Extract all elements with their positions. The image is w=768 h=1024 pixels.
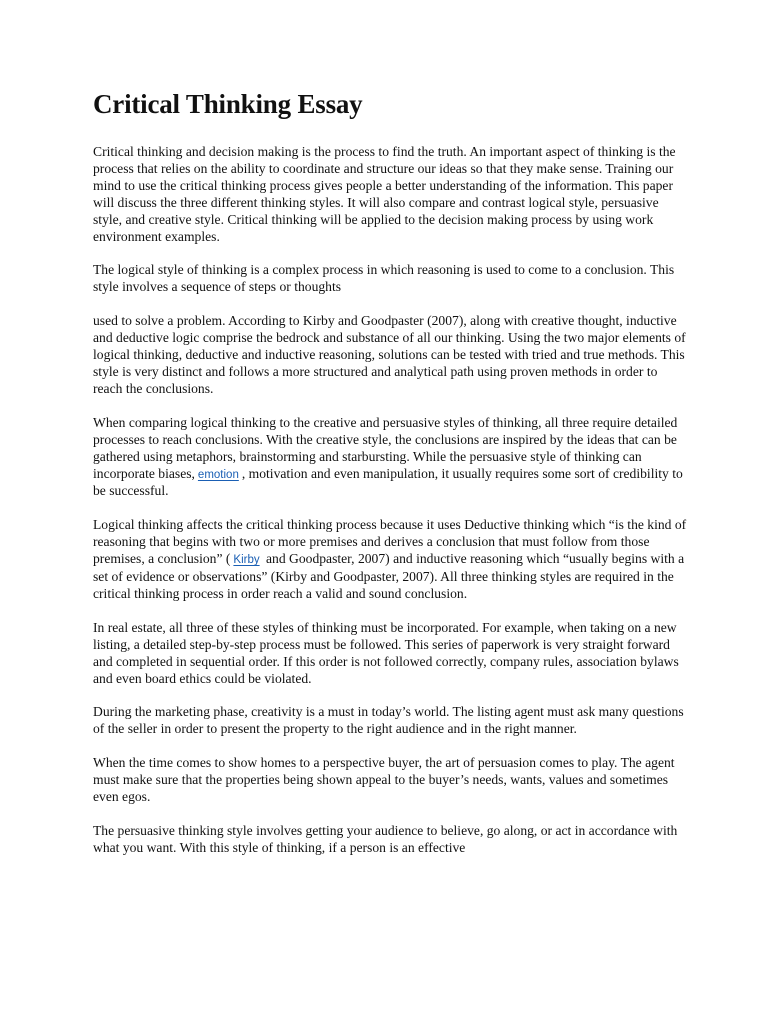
kirby-link[interactable]: Kirby xyxy=(233,554,260,567)
document-title: Critical Thinking Essay xyxy=(93,89,363,119)
paragraph-real-estate: In real estate, all three of these styles of thinking must be incorporated. For example, when taking on a new listing, a detailed step-by-step process must be followed. This series of paperwork is very straight forward and completed in sequential order. If this order is not followed correctly, company rules, association bylaws and even board ethics could be violated. xyxy=(93,619,679,686)
paragraph-showing-homes: When the time comes to show homes to a perspective buyer, the art of persuasion comes to play. The agent must make sure that the properties being shown appeal to the buyer’s needs, wants, values and sometimes even egos. xyxy=(93,755,675,805)
paragraph-logical-style: The logical style of thinking is a complex process in which reasoning is used to come to a conclusion. This style involves a sequence of steps or thoughts xyxy=(93,262,675,295)
paragraph-logical-continued: used to solve a problem. According to Kirby and Goodpaster (2007), along with creative thought, inductive and deductive logic comprise the bedrock and substance of all our thinking. Using the two major elements of logical thinking, deductive and inductive reasoning, solutions can be tested with tried and true methods. This style is very distinct and follows a more structured and analytical path using proven methods in order to reach the conclusions. xyxy=(93,313,686,396)
paragraph-comparison-text: When comparing logical thinking to the creative and persuasive styles of thinking, all three require detailed processes to reach conclusions. With the creative style, the conclusions are inspired by the ideas that can be gathered using metaphors, brainstorming and starbursting. While the persuasive style of thinking can incorporate biases, xyxy=(93,414,678,481)
paragraph-deductive-text-end: and Goodpaster, 2007) and inductive reasoning which “usually begins with a set of evidence or observations” (Kirby and Goodpaster, 2007). All three thinking styles are required in the critical thinking process in order reach a valid and sound conclusion. xyxy=(93,551,685,601)
paragraph-comparison xyxy=(93,415,688,501)
paragraph-intro: Critical thinking and decision making is the process to find the truth. An important aspect of thinking is the process that relies on the ability to coordinate and structure our ideas so that they make sense. Training our mind to use the critical thinking process gives people a better understanding of the information. This paper will discuss the three different thinking styles. It will also compare and contrast logical style, persuasive style, and creative style. Critical thinking will be applied to the decision making process by using work environment examples. xyxy=(93,144,676,244)
paragraph-deductive-text: Logical thinking affects the critical thinking process because it uses Deductive thinking which “is the kind of reasoning that begins with two or more premises and derives a conclusion that must follow from those premises, a conclusion” ( xyxy=(93,517,687,567)
paragraph-comparison-text-end: , motivation and even manipulation, it usually requires some sort of credibility to be successful. xyxy=(93,465,683,499)
paragraph-persuasive: The persuasive thinking style involves getting your audience to believe, go along, or act in accordance with what you want. With this style of thinking, if a person is an effective xyxy=(93,823,678,855)
paragraph-marketing: During the marketing phase, creativity is a must in today’s world. The listing agent must ask many questions of the seller in order to present the property to the right audience and in the right manner. xyxy=(93,704,684,737)
paragraph-deductive xyxy=(93,517,688,603)
emotion-link[interactable]: emotion xyxy=(197,468,239,481)
